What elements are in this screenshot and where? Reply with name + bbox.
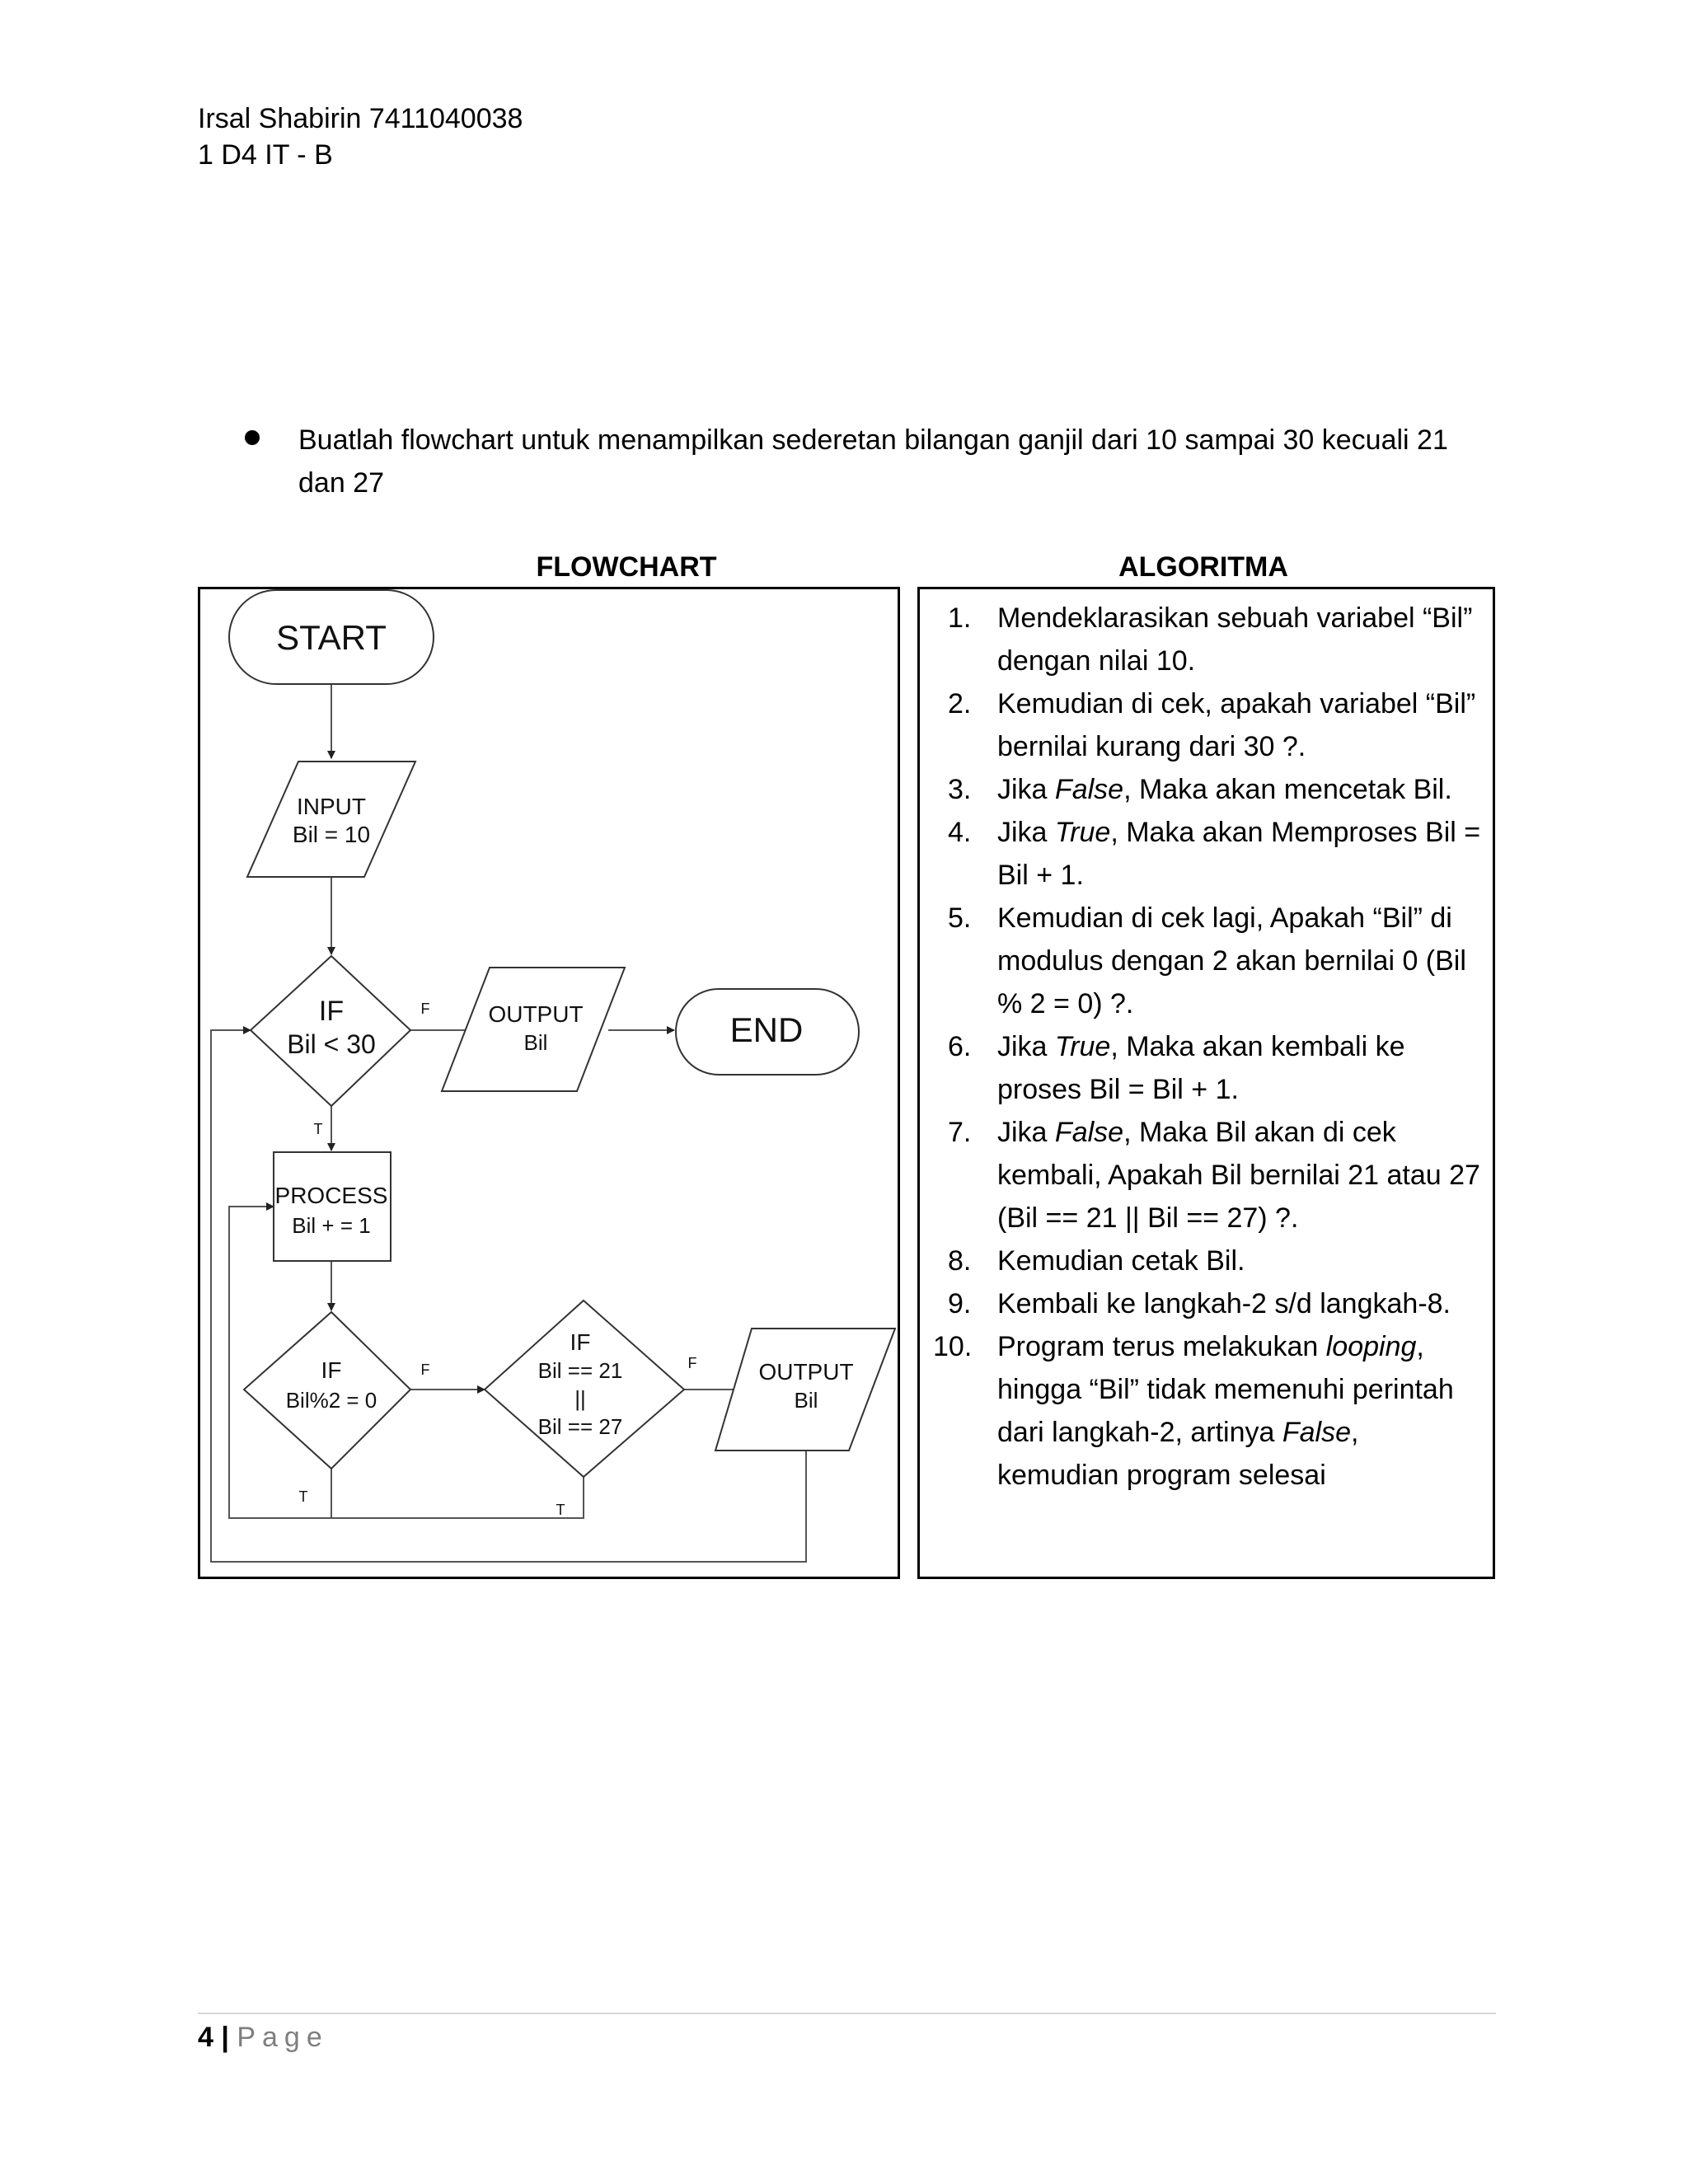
if1-label-2: Bil < 30 bbox=[287, 1029, 376, 1059]
algorithm-step bbox=[931, 1282, 1484, 1325]
step-emphasis: looping bbox=[1325, 1331, 1417, 1362]
page-footer bbox=[198, 2016, 329, 2059]
algorithm-step bbox=[931, 597, 1484, 682]
step-emphasis: True bbox=[1054, 817, 1111, 848]
algorithm-step bbox=[931, 897, 1484, 1025]
algorithm-step bbox=[931, 811, 1484, 897]
step-text: Jika bbox=[997, 774, 1055, 805]
step-number: 7. bbox=[948, 1117, 972, 1148]
input-parallelogram bbox=[247, 762, 415, 877]
output1-parallelogram bbox=[442, 968, 625, 1091]
if3-label-3: || bbox=[574, 1386, 586, 1411]
output2-label-2: Bil bbox=[794, 1388, 818, 1413]
flowchart-heading: FLOWCHART bbox=[536, 551, 717, 583]
bullet-icon bbox=[245, 430, 260, 445]
end-label: END bbox=[729, 1010, 804, 1049]
step-number: 9. bbox=[948, 1288, 972, 1319]
algorithm-step bbox=[931, 1240, 1484, 1282]
if2-false-label: F bbox=[420, 1361, 430, 1378]
step-text: , Maka akan Memproses Bil = Bil + 1. bbox=[997, 817, 1481, 891]
footer-separator: | bbox=[221, 2022, 229, 2053]
if3-label-4: Bil == 27 bbox=[537, 1414, 623, 1439]
task-statement: Buatlah flowchart untuk menampilkan sederetan bilangan ganjil dari 10 sampai 30 kecuali 21 dan 27 bbox=[298, 424, 1448, 499]
algorithm-heading: ALGORITMA bbox=[1118, 551, 1288, 583]
if3-false-label: F bbox=[687, 1355, 697, 1371]
input-label-2: Bil = 10 bbox=[292, 822, 371, 847]
step-text: Jika bbox=[997, 1031, 1055, 1062]
algorithm-step bbox=[931, 1111, 1484, 1240]
step-emphasis: False bbox=[1054, 774, 1124, 805]
step-number: 1. bbox=[948, 602, 972, 634]
step-text: , Maka akan kembali ke proses Bil = Bil + 1. bbox=[997, 1031, 1405, 1105]
loop-if3-true bbox=[331, 1477, 584, 1518]
class-line: 1 D4 IT - B bbox=[198, 139, 333, 171]
step-text: Kemudian di cek lagi, Apakah “Bil” di modulus dengan 2 akan bernilai 0 (Bil % 2 = 0) ?. bbox=[997, 902, 1466, 1019]
footer-divider bbox=[198, 2013, 1496, 2014]
step-text: Program terus melakukan bbox=[997, 1331, 1326, 1362]
author-line: Irsal Shabirin 7411040038 bbox=[198, 103, 523, 134]
if1-false-label: F bbox=[420, 1001, 430, 1017]
if3-true-label: T bbox=[556, 1502, 565, 1518]
step-text: , Maka akan mencetak Bil. bbox=[1123, 774, 1452, 805]
algorithm-step bbox=[931, 682, 1484, 768]
algorithm-step bbox=[931, 1325, 1484, 1497]
step-text: Mendeklarasikan sebuah variabel “Bil” dengan nilai 10. bbox=[997, 602, 1473, 677]
output1-label-1: OUTPUT bbox=[488, 1001, 584, 1027]
page-number: 4 bbox=[198, 2022, 213, 2053]
flowchart-diagram bbox=[198, 587, 900, 1579]
step-text: , kemudian program selesai bbox=[997, 1417, 1359, 1491]
if3-label-2: Bil == 21 bbox=[537, 1358, 623, 1383]
output2-label-1: OUTPUT bbox=[758, 1359, 854, 1385]
step-number: 8. bbox=[948, 1245, 972, 1277]
step-number: 10. bbox=[933, 1331, 973, 1362]
step-text: Kemudian cetak Bil. bbox=[997, 1245, 1245, 1277]
start-label: START bbox=[276, 618, 387, 657]
loop-output2-to-if1 bbox=[211, 1030, 806, 1562]
page-word: Page bbox=[237, 2022, 329, 2053]
step-number: 3. bbox=[948, 774, 972, 805]
step-number: 6. bbox=[948, 1031, 972, 1062]
step-text: Jika bbox=[997, 817, 1055, 848]
step-number: 5. bbox=[948, 902, 972, 934]
step-emphasis: True bbox=[1054, 1031, 1111, 1062]
if1-label-1: IF bbox=[318, 996, 345, 1027]
if1-true-label: T bbox=[313, 1121, 323, 1137]
step-emphasis: False bbox=[1054, 1117, 1124, 1148]
if2-label-2: Bil%2 = 0 bbox=[285, 1388, 377, 1413]
process-label-2: Bil + = 1 bbox=[292, 1213, 371, 1238]
step-number: 4. bbox=[948, 817, 972, 848]
if3-label-1: IF bbox=[570, 1329, 591, 1355]
process-label-1: PROCESS bbox=[274, 1183, 388, 1208]
output1-label-2: Bil bbox=[523, 1030, 548, 1055]
if2-label-1: IF bbox=[321, 1357, 342, 1383]
step-emphasis: False bbox=[1282, 1417, 1352, 1448]
algorithm-step bbox=[931, 768, 1484, 811]
input-label-1: INPUT bbox=[297, 794, 366, 819]
step-text: , Maka Bil akan di cek kembali, Apakah Bil bernilai 21 atau 27 (Bil == 21 || Bil == 27) ?. bbox=[997, 1117, 1480, 1234]
step-text: Kembali ke langkah-2 s/d langkah-8. bbox=[997, 1288, 1451, 1319]
step-text: , hingga “Bil” tidak memenuhi perintah dari langkah-2, artinya bbox=[997, 1331, 1454, 1448]
step-text: Kemudian di cek, apakah variabel “Bil” bernilai kurang dari 30 ?. bbox=[997, 688, 1476, 762]
step-number: 2. bbox=[948, 688, 972, 719]
if2-true-label: T bbox=[298, 1488, 308, 1505]
algorithm-step bbox=[931, 1025, 1484, 1111]
algorithm-list bbox=[931, 597, 1484, 1497]
step-text: Jika bbox=[997, 1117, 1055, 1148]
